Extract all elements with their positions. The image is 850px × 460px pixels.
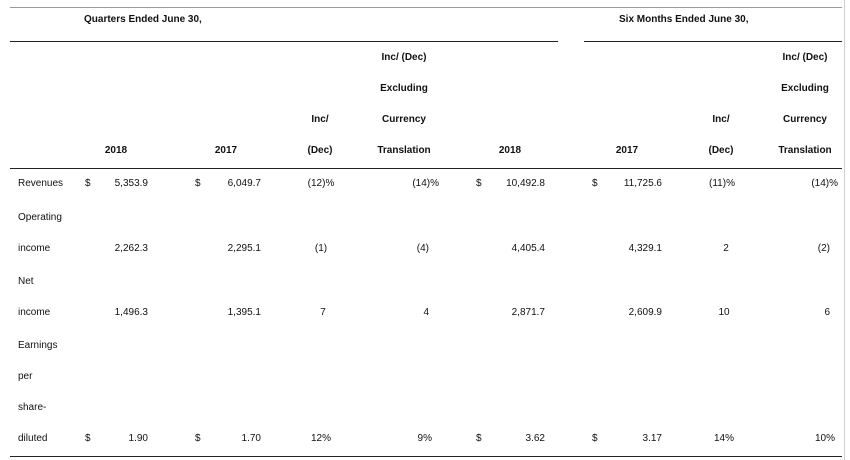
currency-symbol: $ [85, 433, 91, 444]
cell-q-inc: (12)% [307, 178, 335, 189]
col-header-q-2017: 2017 [214, 145, 238, 156]
cell-s-excl: 6 [824, 307, 830, 318]
cell-s-2017: 3.17 [642, 433, 662, 444]
col-header-s-2017: 2017 [615, 145, 639, 156]
row-label: Earnings [18, 340, 58, 351]
table-bottom-rule [10, 456, 842, 457]
cell-s-2018: 4,405.4 [511, 243, 545, 254]
cell-q-excl: 9% [417, 433, 432, 444]
quarters-group-header: Quarters Ended June 30, [84, 14, 202, 25]
six-months-group-header: Six Months Ended June 30, [619, 14, 749, 25]
cell-q-inc: 12% [310, 433, 332, 444]
col-header-q-2018: 2018 [104, 145, 128, 156]
cell-s-excl: (2) [817, 243, 830, 254]
quarters-group-rule [10, 41, 558, 42]
cell-s-2018: 2,871.7 [511, 307, 545, 318]
row-label: income [18, 243, 51, 254]
cell-s-inc: (11)% [709, 178, 735, 189]
six-months-group-rule [584, 41, 842, 42]
col-header-s-excl-line2: Excluding [781, 83, 829, 94]
cell-q-excl: (14)% [412, 178, 439, 189]
cell-q-2018: 2,262.3 [114, 243, 148, 254]
col-header-q-excl-line3: Currency [382, 114, 426, 125]
header-bottom-rule [10, 168, 842, 169]
cell-q-excl: 4 [423, 307, 429, 318]
cell-s-excl: 10% [814, 433, 835, 444]
cell-q-inc: (1) [314, 243, 328, 254]
currency-symbol: $ [195, 178, 201, 189]
currency-symbol: $ [592, 178, 598, 189]
col-header-q-excl-line4: Translation [377, 145, 431, 156]
cell-q-2017: 1.70 [241, 433, 261, 444]
cell-s-inc: 14% [713, 433, 735, 444]
row-label: Operating [18, 212, 62, 223]
row-label: share- [18, 402, 47, 413]
cell-s-excl: (14)% [811, 178, 838, 189]
cell-q-2017: 6,049.7 [227, 178, 261, 189]
cell-q-inc: 7 [320, 307, 326, 318]
col-header-q-excl-line1: Inc/ (Dec) [381, 52, 427, 63]
cell-q-2017: 1,395.1 [227, 307, 261, 318]
col-header-q-inc-line1: Inc/ [311, 114, 329, 125]
row-label: income [18, 307, 51, 318]
row-label: Revenues [18, 178, 64, 189]
col-header-q-inc-line2: (Dec) [307, 145, 333, 156]
cell-s-inc: 10 [718, 307, 730, 318]
currency-symbol: $ [476, 178, 482, 189]
cell-s-2017: 2,609.9 [628, 307, 662, 318]
cell-q-2018: 1,496.3 [114, 307, 148, 318]
cell-q-2017: 2,295.1 [227, 243, 261, 254]
currency-symbol: $ [476, 433, 482, 444]
col-header-s-inc-line2: (Dec) [708, 145, 734, 156]
cell-s-2017: 11,725.6 [623, 178, 662, 189]
cell-s-2017: 4,329.1 [628, 243, 662, 254]
row-label: Net [18, 276, 34, 287]
row-label: per [18, 371, 33, 382]
cell-q-2018: 5,353.9 [114, 178, 148, 189]
col-header-s-excl-line3: Currency [783, 114, 827, 125]
right-border [844, 0, 845, 460]
cell-s-inc: 2 [723, 243, 729, 254]
cell-q-excl: (4) [416, 243, 429, 254]
row-label: diluted [18, 433, 48, 444]
currency-symbol: $ [592, 433, 598, 444]
col-header-s-2018: 2018 [498, 145, 522, 156]
col-header-s-inc-line1: Inc/ [712, 114, 730, 125]
col-header-q-excl-line2: Excluding [380, 83, 428, 94]
cell-q-2018: 1.90 [128, 433, 148, 444]
top-rule [10, 7, 842, 8]
col-header-s-excl-line4: Translation [778, 145, 832, 156]
currency-symbol: $ [195, 433, 201, 444]
currency-symbol: $ [85, 178, 91, 189]
col-header-s-excl-line1: Inc/ (Dec) [782, 52, 828, 63]
cell-s-2018: 3.62 [525, 433, 545, 444]
cell-s-2018: 10,492.8 [506, 178, 545, 189]
